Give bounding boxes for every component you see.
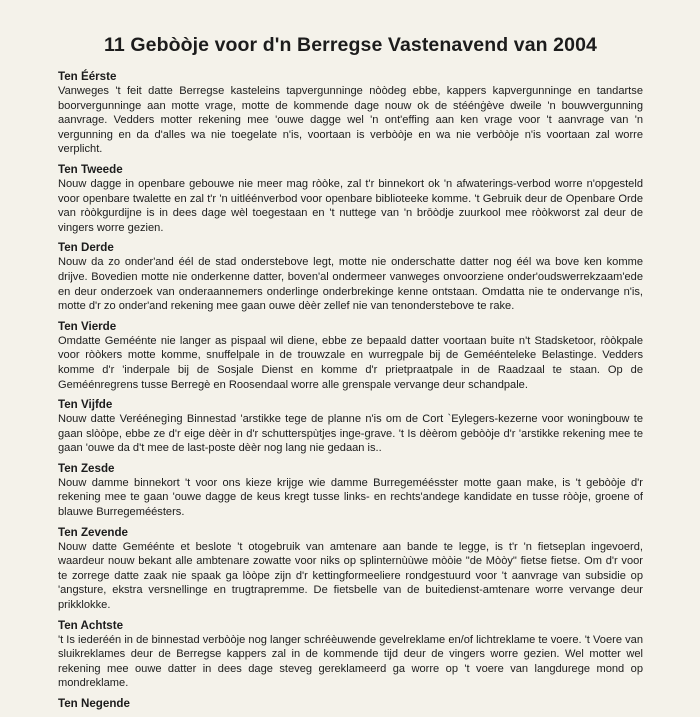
- section-heading: Ten Vierde: [58, 319, 117, 333]
- section-9: [58, 697, 643, 711]
- section-body: Nouw datte Veréénegìng Binnestad 'arstikke tege de planne n'is om de Cort `Eylegers-kezerne voor woningbouw te gaan slòòpe, ebbe ze d'r eige dèèr in d'r schutterspùtjes inge-grave. 't Is dèèrom gebòòje d'r 'arstikke rekening mee te gaan 'ouwe da d't mee de last-poste dèèr nog lang nie gedaan is..: [58, 413, 643, 455]
- section-4: [58, 320, 643, 392]
- section-heading: Ten Tweede: [58, 162, 123, 176]
- section-body: Nouw dagge in openbare gebouwe nie meer mag ròòke, zal t'r binnekort ok 'n afwaterings-verbod worre n'opgesteld voor openbare twalette en zal t'r 'n uitléénverbod voor openbare biblioteeke komme. 't Gebruik deur de Openbare Orde van ròòkgurdijne is in dees dage wèl toegestaan en 't nuttege van 'n brōòdje zuurkool mee ròòkworst zal deur de vingers worre gezien.: [58, 177, 643, 234]
- section-1: [58, 70, 643, 157]
- section-body: 't Is iederéén in de binnestad verbòòje nog langer schréèuwende gevelreklame en/of lichtreklame te voere. 't Voere van sluikreklames deur de Berregse kappers zal in de kommende tijd deur de vingers worre gezien. Wel motter wel rekening mee ouwe datter in dees dage steveg gereklameerd ga worre op 't voere van langdurege mond op mondreklame.: [58, 633, 643, 690]
- section-5: [58, 398, 643, 456]
- section-heading: Ten Derde: [58, 241, 114, 255]
- section-heading: Ten Vijfde: [58, 398, 113, 412]
- document-title: 11 Gebòòje voor d'n Berregse Vastenavend van 2004: [104, 34, 597, 56]
- section-8: [58, 619, 643, 691]
- section-body: Vanweges 't feit datte Berregse kasteleins tapvergunninge nòòdeg ebbe, kappers kapvergunninge en tandartse boorvergunninge aan motte vrage, motte de kommende dage nouw ok de stéénġève dweile 'n bouwvergunning aanvrage. Vedders motter rekening mee 'ouwe dagge wel 'n ont'effing aan ken vrage voor 't aanvrage van 'n vergunning en da d'alles wa nie toegelate n'is, voortaan is verbòòje en wa nie verbòòje n'is voortaan zal worre verplicht.: [58, 85, 643, 156]
- document-page: [58, 34, 643, 717]
- section-heading: Ten Éérste: [58, 70, 117, 83]
- section-7: [58, 526, 643, 613]
- section-body: Omdatte Geméénte nie langer as pispaal wil diene, ebbe ze bepaald datter voortaan buite n't Stadsketoor, ròòkpale voor ròòkers motte komme, snuffelpale in de trouwzale en wurregpale bij de Geméénteleke Belastinge. Vedders komme d'r 'inderpale bij de Sosjale Dienst en komme d'r prietpraatpale in de Raadzaal te staan. Op de Geméénregrens tusse Berregè en Roosendaal worre alle grenspale vervange deur schandpale.: [58, 334, 643, 391]
- section-heading: Ten Achtste: [58, 618, 124, 632]
- section-heading: Ten Negende: [58, 697, 130, 710]
- section-3: [58, 241, 643, 313]
- section-body: Nouw damme binnekort 't voor ons kieze krijge wie damme Burregeméésster motte gaan make, is 't gebòòje d'r rekening mee te gaan 'ouwe dagge de keus kregt tusse links- en rechts'andege kandidate en tusse ròòje, groene of blauwe Burregeméésters.: [58, 476, 643, 519]
- section-body: Nouw da zo onder'and éél de stad onderstebove legt, motte nie onderschatte datter nog éél wa bove ken komme drijve. Bovedien motte nie onderkenne datter, boven'al ondermeer vanweges onvoorziene onder'oudswerrekzaam'ede en deur onderzoek van onderaannemers onderlinge onderbrekinge kenne ontstaan. Omdatta nie te ondervange n'is, motte d'r zo onder'and rekening mee gaan ouwe dèèr zellef nie van tenonderstebove te rake.: [58, 256, 643, 313]
- section-heading: Ten Zesde: [58, 461, 115, 475]
- section-6: [58, 462, 643, 520]
- section-2: [58, 163, 643, 235]
- section-body: Nouw datte Geméénte et beslote 't otogebruik van amtenare aan bande te legge, is t'r 'n fietseplan ingevoerd, waardeur nouw bekant alle ambtenare zowatte voor niks op splinternùùwe mòòie "de Mòòy" fietse fietse. Om d'r voor te zorrege datte zaak nie spaak ga lòòpe zijn d'r kettingformeeliere rondgestuurd voor 't aanvrage van subsidie op 'angsture, ekstra versnellinge en trugtrapremme. De fietsbelle van de buitedienst-amtenare worre vervange deur prikklokke.: [58, 540, 643, 612]
- section-heading: Ten Zevende: [58, 525, 129, 539]
